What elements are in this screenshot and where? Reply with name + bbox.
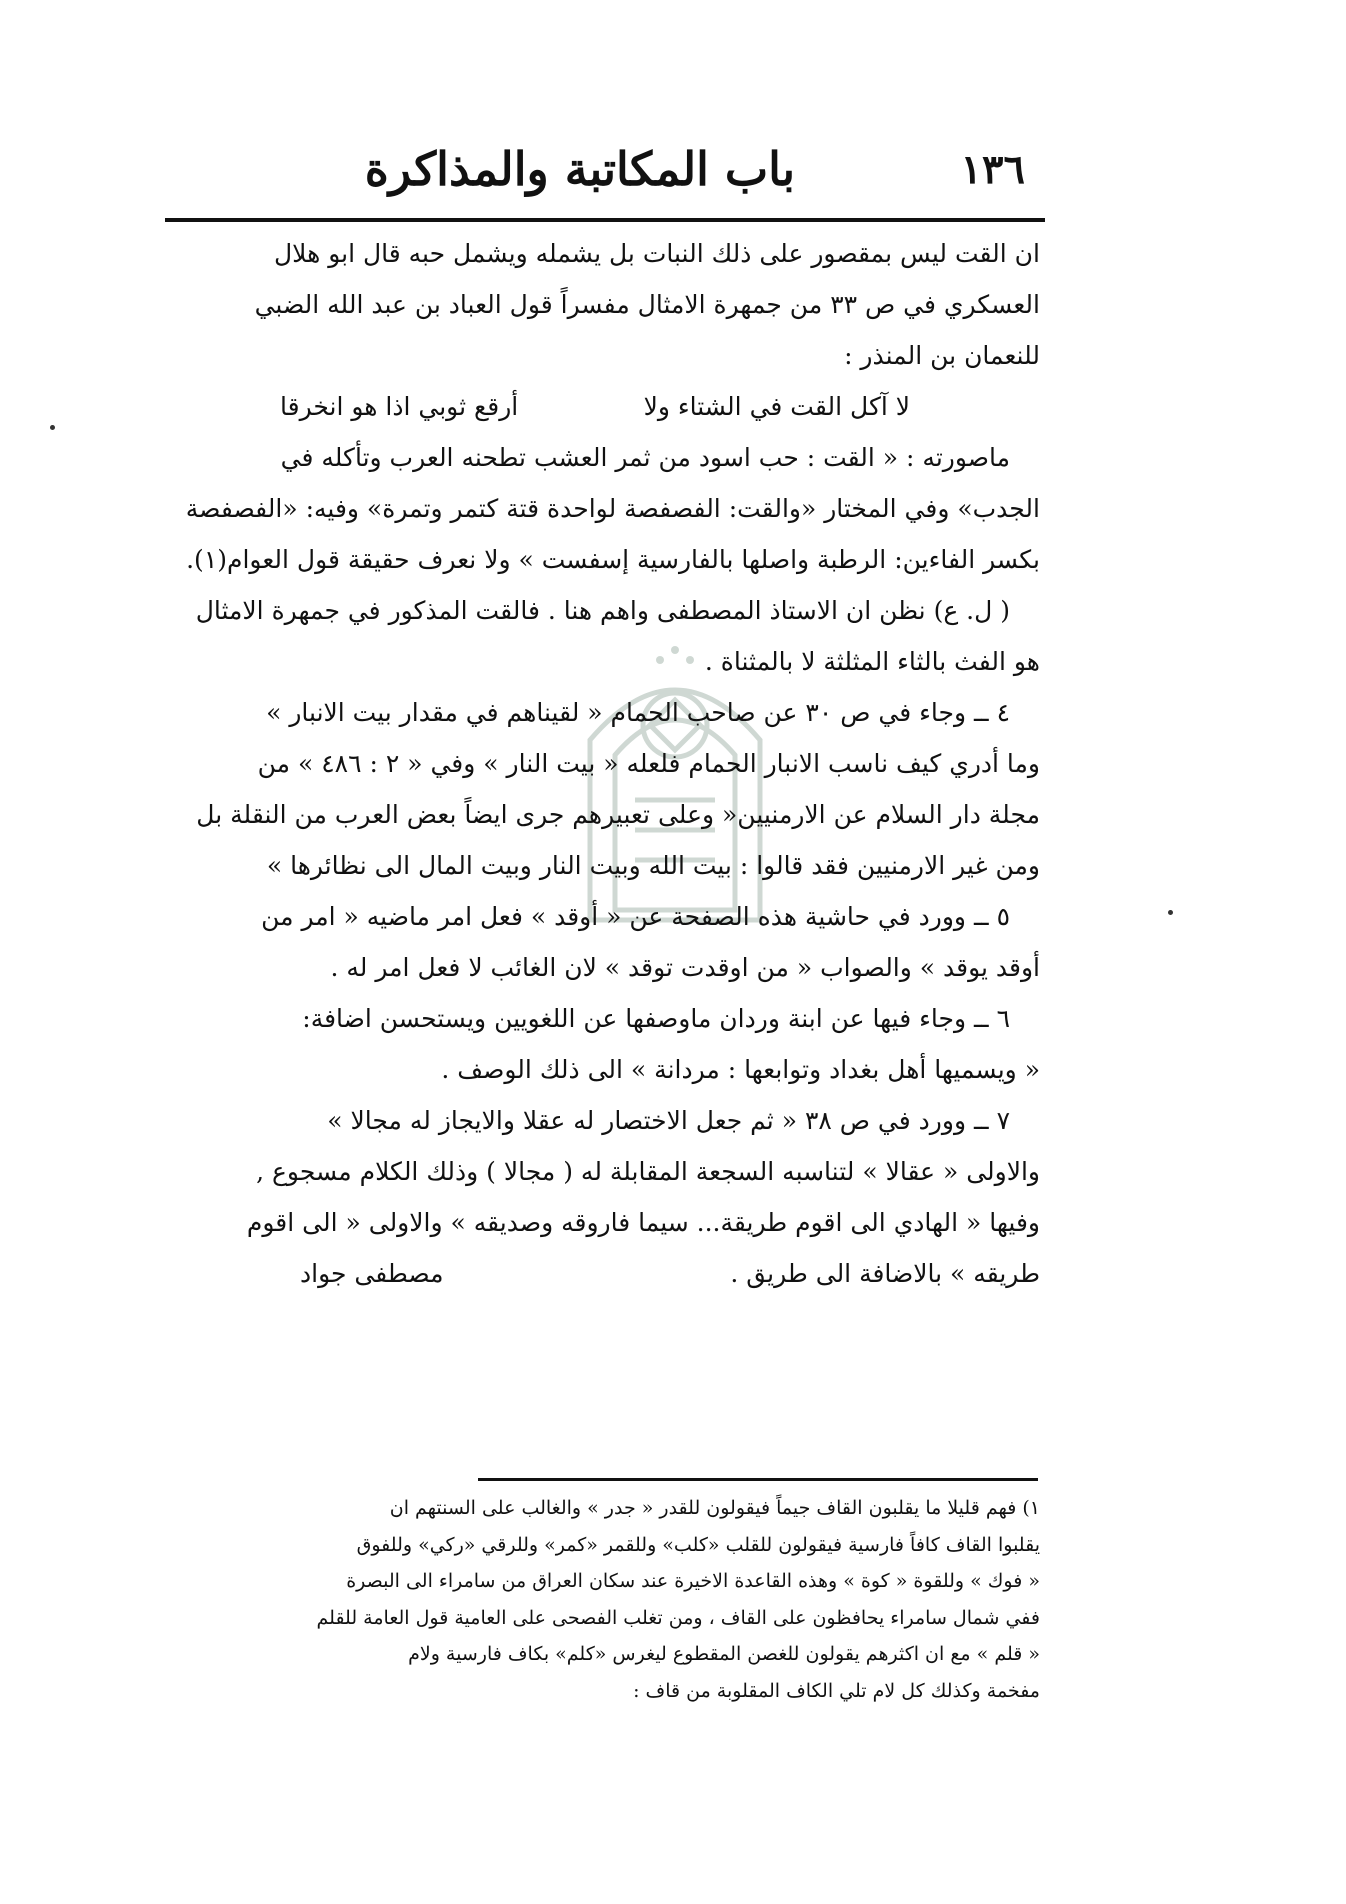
body-line: ٤ ــ وجاء في ص ٣٠ عن صاحب الحمام « لقيناهم في مقدار بيت الانبار » bbox=[266, 698, 1010, 727]
page-header bbox=[165, 142, 1025, 212]
verse-hemistich-2: أرقع ثوبي اذا هو انخرقا bbox=[280, 392, 519, 421]
body-text bbox=[160, 228, 1040, 1299]
footnote-rule bbox=[478, 1478, 1038, 1481]
body-line: وما أدري كيف ناسب الانبار الحمام فلعله « بيت النار » وفي « ٢ : ٤٨٦ » من bbox=[257, 749, 1040, 778]
body-line: ( ل. ع) نظن ان الاستاذ المصطفى واهم هنا . فالقت المذكور في جمهرة الامثال bbox=[195, 596, 1010, 625]
footnote-line: يقلبوا القاف كافاً فارسية فيقولون للقلب «كلب» وللقمر «كمر» وللرقي «ركي» وللفوق bbox=[356, 1533, 1040, 1556]
body-line: ماصورته : « القت : حب اسود من ثمر العشب تطحنه العرب وتأكله في bbox=[280, 443, 1010, 472]
body-line: والاولى « عقالا » لتناسبه السجعة المقابلة له ( مجالا ) وذلك الكلام مسجوع , bbox=[256, 1157, 1040, 1186]
scan-speck bbox=[1168, 910, 1173, 915]
body-line: الجدب» وفي المختار «والقت: الفصفصة لواحدة قتة كتمر وتمرة» وفيه: «الفصفصة bbox=[185, 494, 1040, 523]
body-line: أوقد يوقد » والصواب « من اوقدت توقد » لان الغائب لا فعل امر له . bbox=[330, 953, 1040, 982]
verse-hemistich-1: لا آكل القت في الشتاء ولا bbox=[643, 392, 910, 421]
footnote-line: مفخمة وكذلك كل لام تلي الكاف المقلوبة من قاف : bbox=[633, 1679, 1040, 1702]
verse-line bbox=[160, 381, 1040, 432]
author-signature: مصطفى جواد bbox=[300, 1259, 444, 1288]
body-line: وفيها « الهادي الى اقوم طريقة... سيما فاروقه وصديقه » والاولى « الى اقوم bbox=[246, 1208, 1040, 1237]
header-rule bbox=[165, 218, 1045, 222]
closing-line bbox=[160, 1248, 1040, 1299]
body-line: هو الفث بالثاء المثلثة لا بالمثناة . bbox=[704, 647, 1040, 676]
body-line: مجلة دار السلام عن الارمنيين« وعلى تعبيرهم جرى ايضاً بعض العرب من النقلة بل bbox=[196, 800, 1040, 829]
footnotes bbox=[160, 1490, 1040, 1709]
footnote-line: « فوك » وللقوة « كوة » وهذه القاعدة الاخيرة عند سكان العراق من سامراء الى البصرة bbox=[346, 1570, 1040, 1592]
body-line: ان القت ليس بمقصور على ذلك النبات بل يشمله ويشمل حبه قال ابو هلال bbox=[273, 239, 1040, 268]
footnote-line: ١) فهم قليلا ما يقلبون القاف جيماً فيقولون للقدر « جدر » والغالب على السنتهم ان bbox=[389, 1497, 1040, 1519]
body-line: للنعمان بن المنذر : bbox=[844, 341, 1040, 370]
body-line: ٧ ــ وورد في ص ٣٨ « ثم جعل الاختصار له عقلا والايجاز له مجالا » bbox=[327, 1106, 1010, 1135]
body-line: العسكري في ص ٣٣ من جمهرة الامثال مفسراً قول العباد بن عبد الله الضبي bbox=[254, 290, 1040, 319]
body-line: « ويسميها أهل بغداد وتوابعها : مردانة » الى ذلك الوصف . bbox=[441, 1055, 1040, 1084]
page-number: ١٣٦ bbox=[960, 146, 1025, 193]
footnote-line: « قلم » مع ان اكثرهم يقولون للغصن المقطوع ليغرس «كلم» بكاف فارسية ولام bbox=[408, 1643, 1040, 1665]
scan-speck bbox=[50, 425, 55, 430]
body-line: بكسر الفاءين: الرطبة واصلها بالفارسية إسفست » ولا نعرف حقيقة قول العوام(١). bbox=[186, 545, 1040, 574]
footnote-line: ففي شمال سامراء يحافظون على القاف ، ومن تغلب الفصحى على العامية قول العامة للقلم bbox=[316, 1606, 1040, 1629]
body-line: طريقه » بالاضافة الى طريق . bbox=[730, 1259, 1040, 1288]
running-title: باب المكاتبة والمذاكرة bbox=[364, 142, 795, 196]
body-line: ومن غير الارمنيين فقد قالوا : بيت الله وبيت النار وبيت المال الى نظائرها » bbox=[266, 851, 1040, 880]
body-line: ٦ ــ وجاء فيها عن ابنة وردان ماوصفها عن اللغويين ويستحسن اضافة: bbox=[302, 1004, 1010, 1033]
body-line: ٥ ــ وورد في حاشية هذه الصفحة عن « أوقد » فعل امر ماضيه « امر من bbox=[261, 902, 1010, 931]
